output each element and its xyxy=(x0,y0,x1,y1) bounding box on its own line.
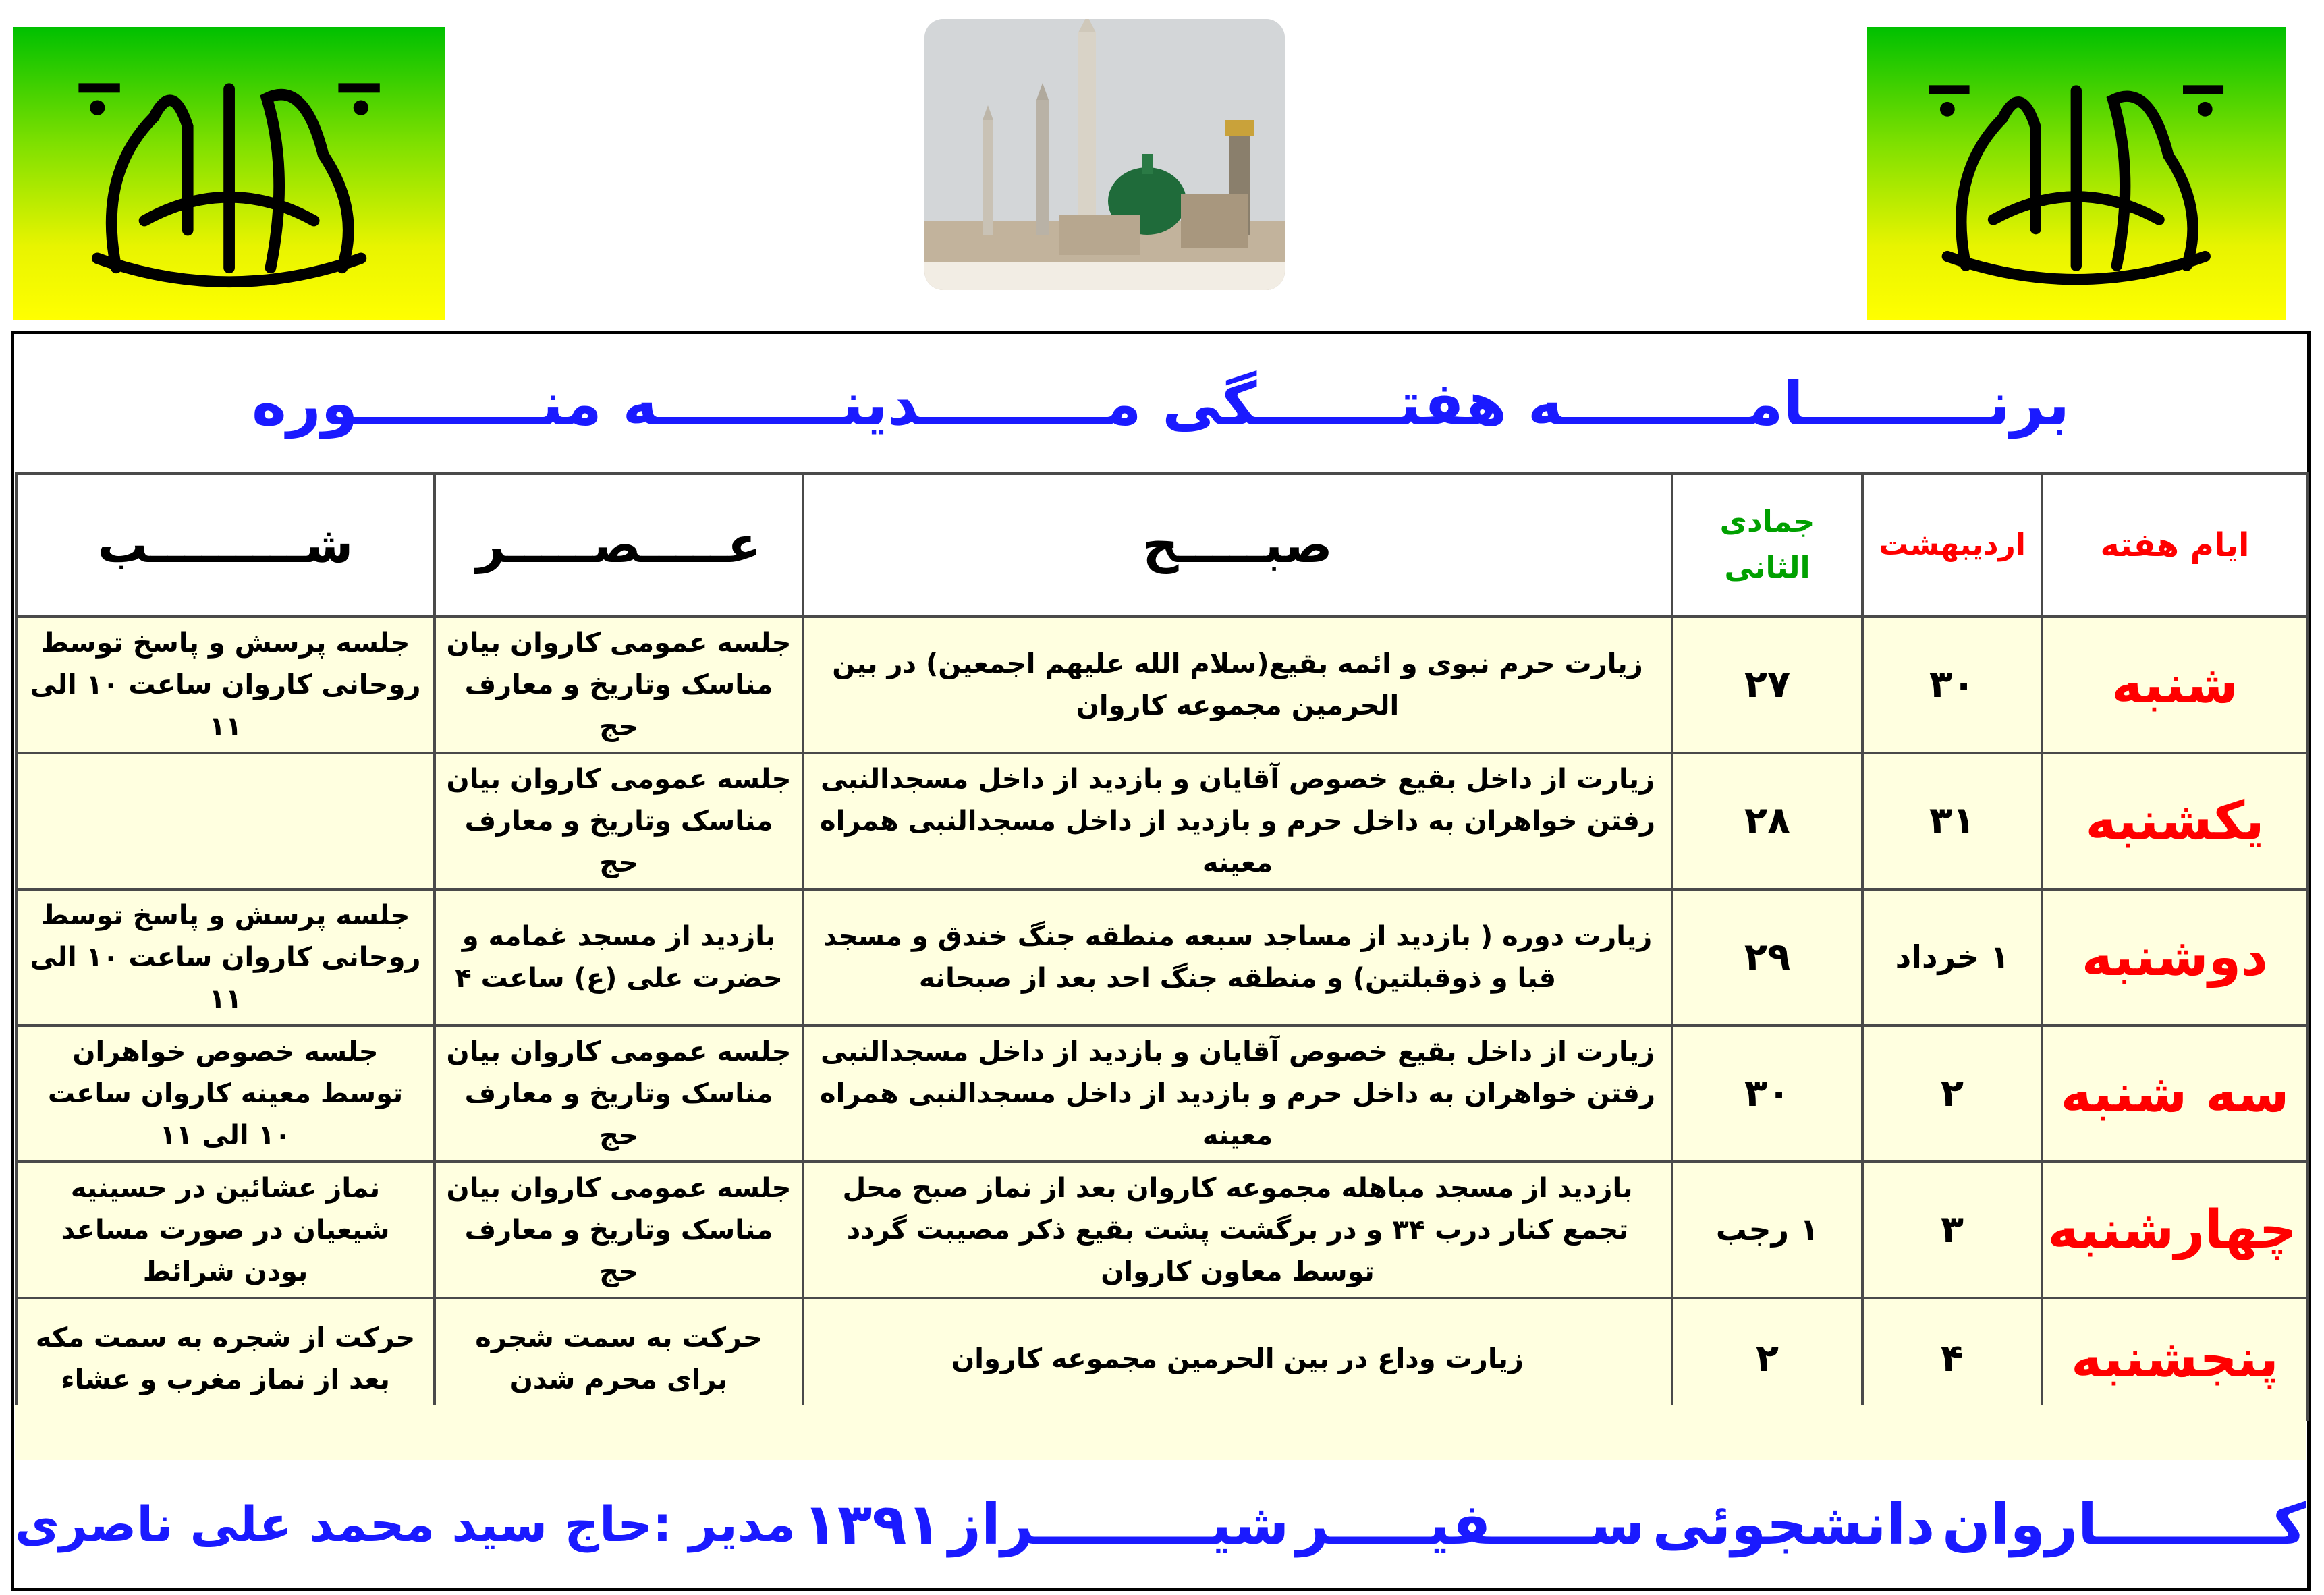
afternoon-cell: جلسه عمومی کاروان بیان مناسک وتاریخ و معارف حج xyxy=(435,1162,803,1298)
table-row xyxy=(16,753,2308,889)
morning-cell: زیارت وداع در بین الحرمین مجموعه کاروان xyxy=(803,1298,1672,1420)
night-cell: حرکت از شجره به سمت مکه بعد از نماز مغرب و عشاء xyxy=(16,1298,435,1420)
ordibehesht-cell: ۲ xyxy=(1862,1026,2042,1162)
table-row xyxy=(16,1026,2308,1162)
day-cell: چهارشنبه xyxy=(2042,1162,2308,1298)
footer-caravan: کـــــــــاروان xyxy=(1942,1491,2306,1557)
footer-year: ۱۳۹۱ xyxy=(802,1491,941,1557)
empty-band xyxy=(15,1405,2306,1460)
ordibehesht-cell: ۳ xyxy=(1862,1162,2042,1298)
page-title: برنـــــــــامـــــــــه هفتـــــــگی مـــــــــدینـــــــــه منـــــــــوره xyxy=(252,368,2070,439)
header-jamadi: جمادی الثانی xyxy=(1672,474,1862,617)
fatima-calligraphy-logo-right xyxy=(1867,27,2286,320)
afternoon-cell: جلسه عمومی کاروان بیان مناسک وتاریخ و معارف حج xyxy=(435,617,803,753)
night-cell: جلسه پرسش و پاسخ توسط روحانی کاروان ساعت ۱۰ الی ۱۱ xyxy=(16,617,435,753)
jamadi-cell: ۱ رجب xyxy=(1672,1162,1862,1298)
ordibehesht-cell: ۳۰ xyxy=(1862,617,2042,753)
calligraphy-emblem-icon xyxy=(1892,42,2261,306)
day-cell: پنجشنبه xyxy=(2042,1298,2308,1420)
jamadi-cell: ۲۷ xyxy=(1672,617,1862,753)
day-cell: شنبه xyxy=(2042,617,2308,753)
calligraphy-emblem-icon xyxy=(39,42,419,306)
jamadi-cell: ۲۸ xyxy=(1672,753,1862,889)
night-cell: نماز عشائین در حسینیه شیعیان در صورت مساعد بودن شرائط xyxy=(16,1162,435,1298)
afternoon-cell: جلسه عمومی کاروان بیان مناسک وتاریخ و معارف حج xyxy=(435,1026,803,1162)
header-morning: صبـــــح xyxy=(803,474,1672,617)
header-night: شـــــــــب xyxy=(16,474,435,617)
jamadi-cell: ۳۰ xyxy=(1672,1026,1862,1162)
table-row xyxy=(16,1298,2308,1420)
ordibehesht-cell: ۴ xyxy=(1862,1298,2042,1420)
afternoon-cell: بازدید از مسجد غمامه و حضرت علی (ع) ساعت ۴ xyxy=(435,889,803,1026)
ordibehesht-cell: ۱ خرداد xyxy=(1862,889,2042,1026)
header-day: ایام هفته xyxy=(2042,474,2308,617)
afternoon-cell: جلسه عمومی کاروان بیان مناسک وتاریخ و معارف حج xyxy=(435,753,803,889)
caravan-footer xyxy=(15,1461,2306,1587)
day-cell: یکشنبه xyxy=(2042,753,2308,889)
footer-manager: مدیر :حاج سید محمد علی ناصری xyxy=(15,1496,796,1552)
header-afternoon: عـــــصـــــر xyxy=(435,474,803,617)
morning-cell: زیارت دوره ( بازدید از مساجد سبعه منطقه جنگ خندق و مسجد قبا و ذوقبلتین) و منطقه جنگ احد بعد از صبحانه xyxy=(803,889,1672,1026)
masjid-nabawi-photo xyxy=(924,19,1285,290)
morning-cell: زیارت از داخل بقیع خصوص آقایان و بازدید از داخل مسجدالنبی رفتن خواهران به داخل حرم و بازدید از داخل مسجدالنبی همراه معینه xyxy=(803,1026,1672,1162)
jamadi-cell: ۲ xyxy=(1672,1298,1862,1420)
night-cell: جلسه خصوص خواهران توسط معینه کاروان ساعت ۱۰ الی ۱۱ xyxy=(16,1026,435,1162)
morning-cell: زیارت از داخل بقیع خصوص آقایان و بازدید از داخل مسجدالنبی رفتن خواهران به داخل حرم و بازدید از داخل مسجدالنبی همراه معینه xyxy=(803,753,1672,889)
fatima-calligraphy-logo-left xyxy=(13,27,445,320)
footer-student: دانشجوئی xyxy=(1652,1491,1935,1557)
footer-shiraz: شیـــــــــراز xyxy=(948,1491,1290,1557)
ordibehesht-cell: ۳۱ xyxy=(1862,753,2042,889)
footer-safir: ســـــفیـــــر xyxy=(1296,1491,1645,1557)
day-cell: دوشنبه xyxy=(2042,889,2308,1026)
table-row xyxy=(16,1162,2308,1298)
jamadi-cell: ۲۹ xyxy=(1672,889,1862,1026)
afternoon-cell: حرکت به سمت شجره برای محرم شدن xyxy=(435,1298,803,1420)
weekly-schedule-table xyxy=(15,472,2309,1421)
morning-cell: بازدید از مسجد مباهله مجموعه کاروان بعد از نماز صبح محل تجمع کنار درب ۳۴ و در برگشت پشت بقیع ذکر مصیبت گردد توسط معاون کاروان xyxy=(803,1162,1672,1298)
night-cell xyxy=(16,753,435,889)
table-row xyxy=(16,617,2308,753)
table-row xyxy=(16,889,2308,1026)
header-ordibehesht: اردیبهشت xyxy=(1862,474,2042,617)
table-header-row xyxy=(16,474,2308,617)
morning-cell: زیارت حرم نبوی و ائمه بقیع(سلام الله علیهم اجمعین) در بین الحرمین مجموعه کاروان xyxy=(803,617,1672,753)
mosque-illustration-icon xyxy=(924,19,1285,290)
night-cell: جلسه پرسش و پاسخ توسط روحانی کاروان ساعت ۱۰ الی ۱۱ xyxy=(16,889,435,1026)
day-cell: سه شنبه xyxy=(2042,1026,2308,1162)
